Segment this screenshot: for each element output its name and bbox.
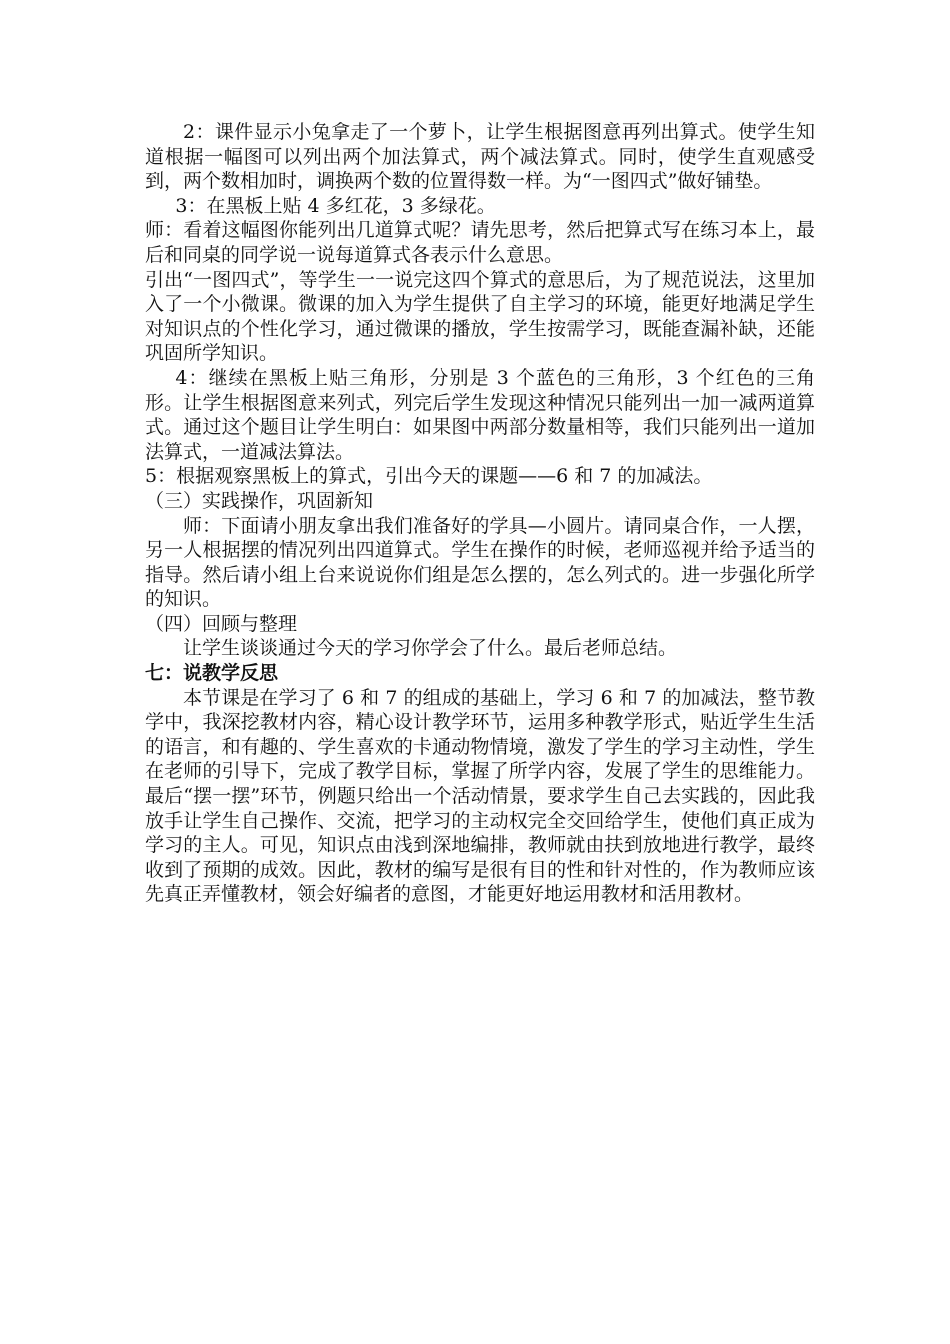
paragraph-micro-lesson: 引出“一图四式”，等学生一一说完这四个算式的意思后，为了规范说法，这里加入了一个小微课。微课的加入为学生提供了自主学习的环境，能更好地满足学生对知识点的个性化学习，通过微课的播放，学生按需学习，既能查漏补缺，还能巩固所学知识。: [145, 268, 815, 365]
paragraph-step-4: 4：继续在黑板上贴三角形，分别是 3 个蓝色的三角形，3 个红色的三角形。让学生根据图意来列式，列完后学生发现这种情况只能列出一加一减两道算式。通过这个题目让学生明白：如果图中两部分数量相等，我们只能列出一道加法算式，一道减法算法。: [145, 366, 815, 463]
paragraph-step-2: 2：课件显示小兔拿走了一个萝卜，让学生根据图意再列出算式。使学生知道根据一幅图可以列出两个加法算式，两个减法算式。同时，使学生直观感受到，两个数相加时，调换两个数的位置得数一样。为“一图四式”做好铺垫。: [145, 121, 815, 193]
section-heading-practice: （三）实践操作，巩固新知: [145, 489, 374, 512]
paragraph-reflection: 本节课是在学习了 6 和 7 的组成的基础上，学习 6 和 7 的加减法，整节教学中，我深挖教材内容，精心设计教学环节，运用多种教学形式，贴近学生生活的语言，和有趣的、学生喜欢的卡通动物情境，激发了学生的学习主动性，学生在老师的引导下，完成了教学目标，掌握了所学内容，发展了学生的思维能力。最后“摆一摆”环节，例题只给出一个活动情景，要求学生自己去实践的，因此我放手让学生自己操作、交流，把学习的主动权完全交回给学生，使他们真正成为学习的主人。可见，知识点由浅到深地编排，教师就由扶到放地进行教学，最终收到了预期的成效。因此，教材的编写是很有目的性和针对性的，作为教师应该先真正弄懂教材，领会好编者的意图，才能更好地运用教材和活用教材。: [145, 686, 815, 906]
paragraph-step-5: 5：根据观察黑板上的算式，引出今天的课题——6 和 7 的加减法。: [145, 465, 713, 488]
paragraph-review: 让学生谈谈通过今天的学习你学会了什么。最后老师总结。: [183, 637, 678, 660]
heading-teaching-reflection: 七：说教学反思: [145, 662, 279, 685]
paragraph-step-3: 3：在黑板上贴 4 多红花，3 多绿花。: [175, 194, 496, 217]
paragraph-teacher-question: 师：看着这幅图你能列出几道算式呢？请先思考，然后把算式写在练习本上，最后和同桌的同学说一说每道算式各表示什么意思。: [145, 219, 815, 266]
section-heading-review: （四）回顾与整理: [145, 612, 298, 635]
paragraph-practice: 师：下面请小朋友拿出我们准备好的学具—小圆片。请同桌合作，一人摆，另一人根据摆的情况列出四道算式。学生在操作的时候，老师巡视并给予适当的指导。然后请小组上台来说说你们组是怎么摆的，怎么列式的。进一步强化所学的知识。: [145, 514, 815, 611]
document-page: [145, 120, 815, 907]
